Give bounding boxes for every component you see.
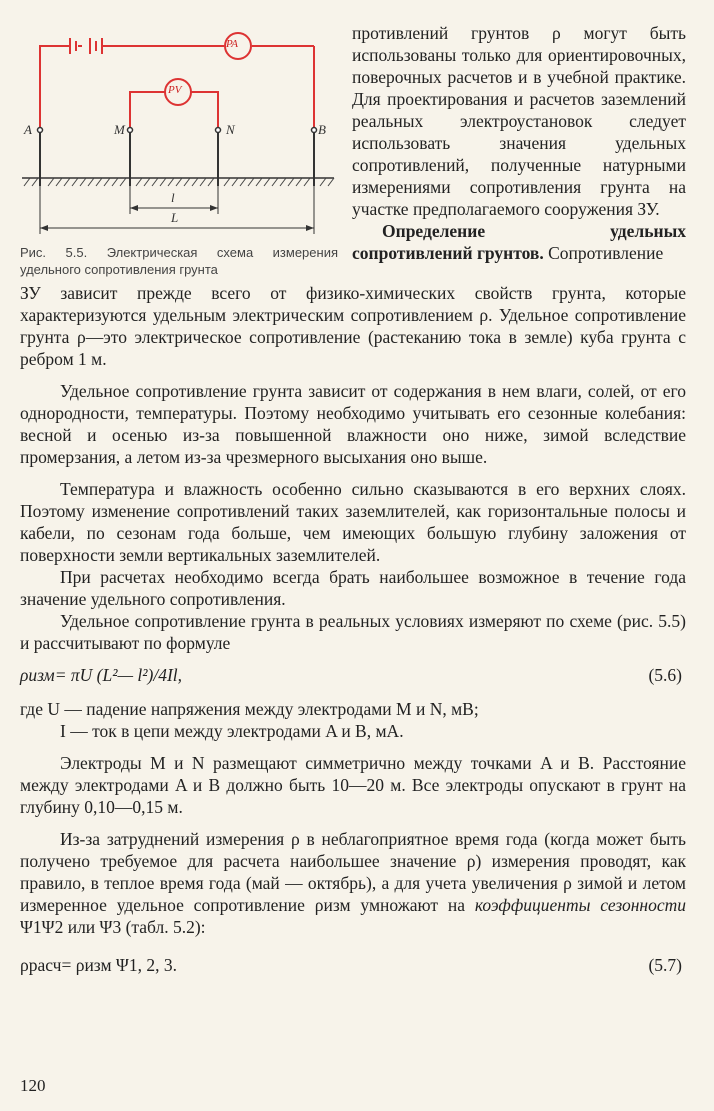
dimension-l-small-label: l bbox=[171, 190, 175, 205]
paragraph-7-italic: коэффициенты сезонности bbox=[474, 895, 686, 915]
pv-label: PV bbox=[168, 84, 182, 96]
circuit-figure bbox=[18, 18, 336, 278]
legend-line-2: I — ток в цепи между электродами A и B, мА. bbox=[60, 721, 404, 741]
electrode-a-label: A bbox=[24, 122, 32, 137]
legend-line-1: где U — падение напряжения между электродами M и N, мВ; bbox=[20, 699, 479, 719]
paragraph-7-end: Ψ1Ψ2 или Ψ3 (табл. 5.2): bbox=[20, 917, 206, 937]
electrode-b-label: B bbox=[318, 122, 326, 137]
paragraph-2: Удельное сопротивление грунта зависит от содержания в нем влаги, солей, от его однородности, температуры. Поэтому необходимо учитывать его сезонные колебания: весной и осенью из-за повышенной влажности оно ниже, зимой вследствие промерзания, а летом из-за чрезмерного высыхания оно выше. bbox=[20, 381, 686, 467]
page-number: 120 bbox=[20, 1076, 46, 1095]
section-heading: Определение удельных сопротивлений грунтов. bbox=[352, 221, 686, 263]
pa-label: PA bbox=[226, 38, 239, 50]
paragraph-3: Температура и влажность особенно сильно сказываются в его верхних слоях. Поэтому изменение сопротивлений таких заземлителей, как горизонтальные полосы и кабели, по сезонам года больше, чем имеющих большую глубину заложения от поверхности земли вертикальных заземлителей. bbox=[20, 479, 686, 565]
paragraph-5: Удельное сопротивление грунта в реальных условиях измеряют по схеме (рис. 5.5) и рассчитывают по формуле bbox=[20, 611, 686, 653]
top-paragraph: противлений грунтов ρ могут быть использованы только для ориентировочных, поверочных расчетов и в учебной практике. Для проектирования и расчетов заземлений реальных электроустановок следует использовать значения удельных сопротивлений, полученные натурными измерениями сопротивления грунта на участке предполагаемого сооружения ЗУ. bbox=[352, 23, 686, 219]
paragraph-6: Электроды M и N размещают симметрично между точками A и B. Расстояние между электродами A и B должно быть 10—20 м. Все электроды опускают в грунт на глубину 0,10—0,15 м. bbox=[20, 753, 686, 817]
formula-5-6 bbox=[20, 664, 686, 688]
paragraph-1: ЗУ зависит прежде всего от физико-химических свойств грунта, которые характеризуются удельным электрическим сопротивлением ρ. Удельное сопротивление грунта ρ—это электрическое сопротивление (растеканию тока в земле) куба грунта с ребром 1 м. bbox=[20, 283, 686, 369]
paragraph-7-start: Из-за затруднений измерения ρ в неблагоприятное время года (когда может быть получено требуемое для расчета наибольшее значение ρ) измерения проводят, как правило, в теплое время года (май — октябрь), а для учета увеличения ρ зимой и летом измеренное удельное сопротивление ρизм умножают на bbox=[20, 829, 686, 915]
formula-5-7 bbox=[20, 954, 686, 978]
paragraph-4: При расчетах необходимо всегда брать наибольшее возможное в течение года значение удельного сопротивления. bbox=[20, 567, 686, 609]
section-heading-paragraph bbox=[352, 220, 686, 264]
dimension-l-big-label: L bbox=[171, 210, 179, 225]
formula-5-7-text: ρрасч= ρизм Ψ1, 2, 3. bbox=[20, 955, 177, 975]
electrode-m-label: M bbox=[114, 122, 125, 137]
formula-5-6-text: ρизм= πU (L²— l²)/4Il, bbox=[20, 665, 183, 685]
main-text bbox=[20, 282, 686, 978]
formula-5-6-number: (5.6) bbox=[648, 665, 682, 685]
section-start: Сопротивление bbox=[548, 243, 664, 263]
formula-legend bbox=[20, 698, 686, 742]
paragraph-7 bbox=[20, 828, 686, 938]
figure-caption: Рис. 5.5. Электрическая схема измерения удельного сопротивления грунта bbox=[20, 245, 338, 277]
formula-5-7-number: (5.7) bbox=[648, 955, 682, 975]
electrode-n-label: N bbox=[226, 122, 235, 137]
top-right-column bbox=[352, 22, 686, 264]
